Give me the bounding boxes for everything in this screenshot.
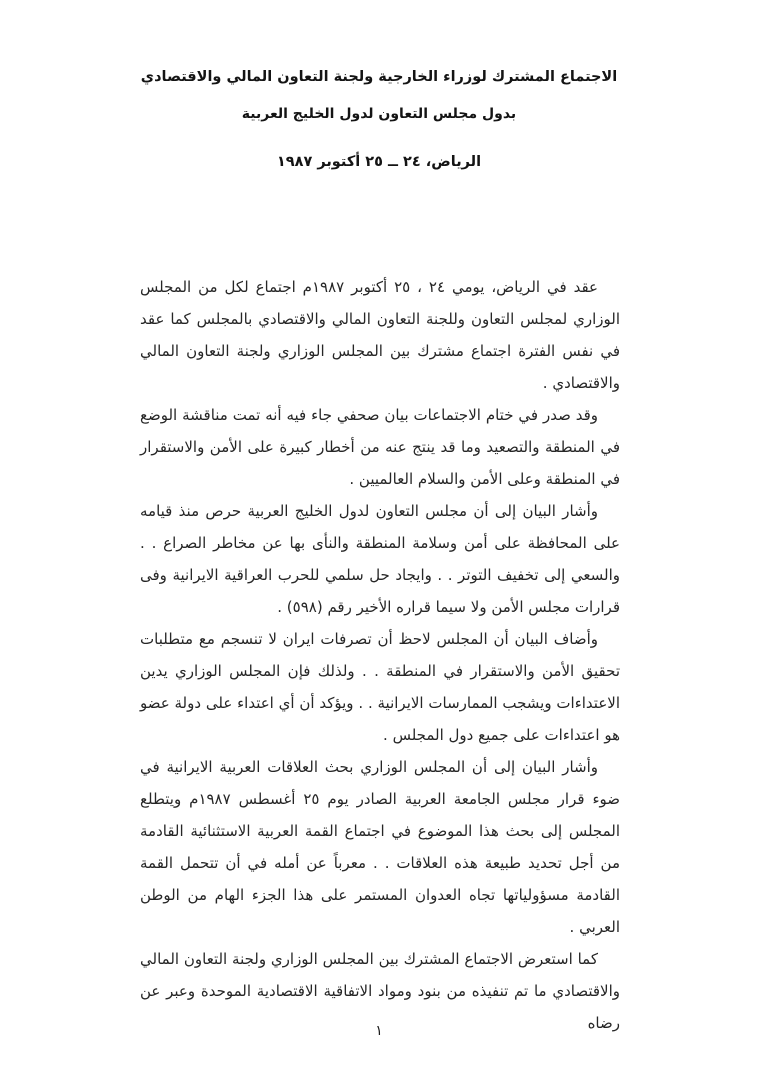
document-dateline: الرياض، ٢٤ ــ ٢٥ أكتوبر ١٩٨٧ (276, 154, 482, 170)
paragraph: وأضاف البيان أن المجلس لاحظ أن تصرفات ايران لا تنسجم مع متطلبات تحقيق الأمن والاستقرار في المنطقة . . ولذلك فإن المجلس الوزاري يدين الاعتداءات ويشجب الممارسات الايرانية . . ويؤكد أن أي اعتداء على دولة عضو هو اعتداءات على جميع دول المجلس . (140, 630, 620, 744)
paragraph: وقد صدر في ختام الاجتماعات بيان صحفي جاء فيه أنه تمت مناقشة الوضع في المنطقة والتصعيد وما قد ينتج عنه من أخطار كبيرة على الأمن والاستقرار في المنطقة وعلى الأمن والسلام العالميين . (140, 406, 620, 488)
paragraph: كما استعرض الاجتماع المشترك بين المجلس الوزاري ولجنة التعاون المالي والاقتصادي ما تم تنفيذه من بنود ومواد الاتفاقية الاقتصادية الموحدة وعبر عن رضاه (140, 950, 620, 1032)
page-number: ١ (375, 1023, 383, 1039)
document-title-line-2: بدول مجلس التعاون لدول الخليج العربية (241, 106, 517, 122)
paragraph: وأشار البيان إلى أن المجلس الوزاري بحث العلاقات العربية الايرانية في ضوء قرار مجلس الجامعة العربية الصادر يوم ٢٥ أغسطس ١٩٨٧م ويتطلع المجلس إلى بحث هذا الموضوع في اجتماع القمة العربية الاستثنائية القادمة من أجل تحديد طبيعة هذه العلاقات . . معرباً عن أمله في أن تتحمل القمة القادمة مسؤولياتها تجاه العدوان المستمر على هذا الجزء الهام من الوطن العربي . (140, 758, 621, 936)
page-footer (0, 1020, 758, 1039)
paragraph: وأشار البيان إلى أن مجلس التعاون لدول الخليج العربية حرص منذ قيامه على المحافظة على أمن وسلامة المنطقة والنأى بها عن مخاطر الصراع . . والسعي إلى تخفيف التوتر . . وايجاد حل سلمي للحرب العراقية الايرانية وفى قرارات مجلس الأمن ولا سيما قراره الأخير رقم (٥٩٨) . (140, 502, 620, 616)
paragraph: عقد في الرياض، يومي ٢٤ ، ٢٥ أكتوبر ١٩٨٧م اجتماع لكل من المجلس الوزاري لمجلس التعاون وللجنة التعاون المالي والاقتصادي بالمجلس كما عقد في نفس الفترة اجتماع مشترك بين المجلس الوزاري ولجنة التعاون المالي والاقتصادي . (140, 278, 620, 392)
document-body (140, 271, 620, 1039)
document-title-line-1: الاجتماع المشترك لوزراء الخارجية ولجنة التعاون المالي والاقتصادي (140, 69, 618, 85)
